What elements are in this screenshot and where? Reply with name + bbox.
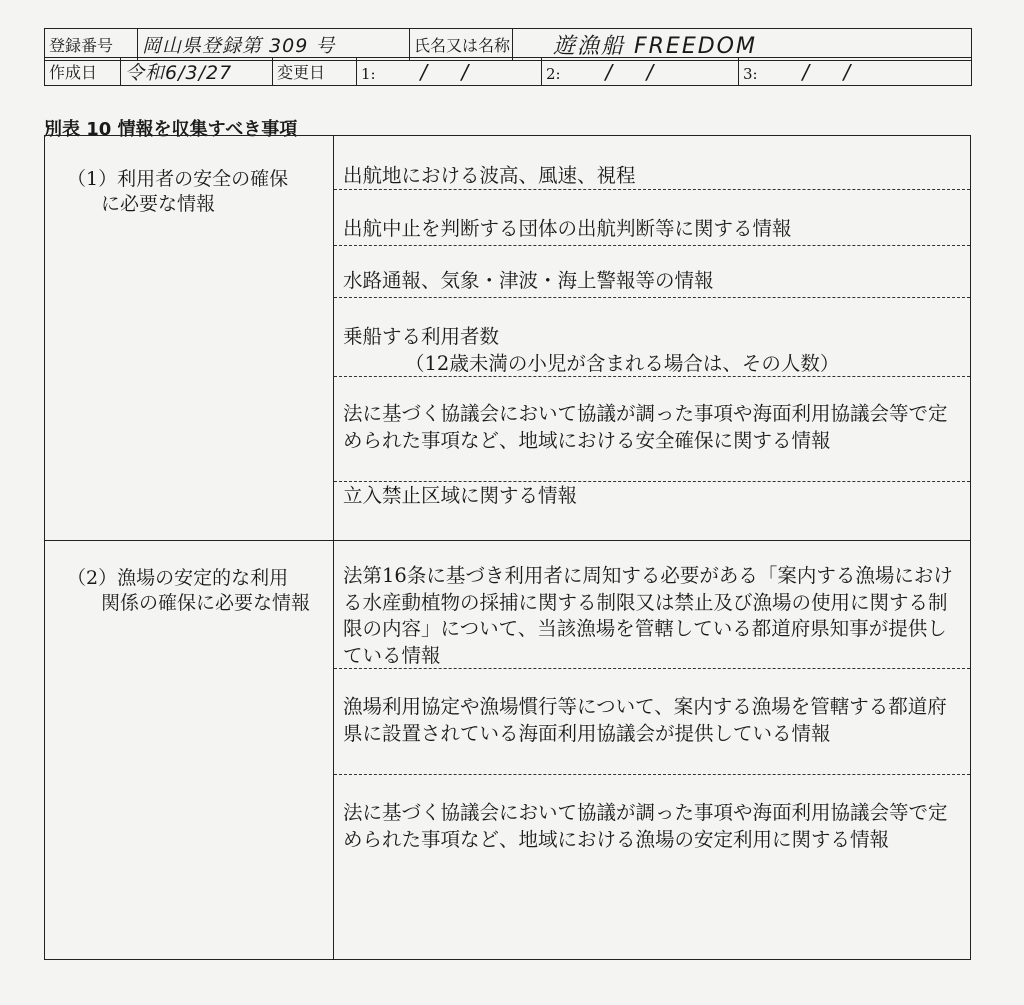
registration-table-row2 [44,57,972,86]
item-text: 水路通報、気象・津波・海上警報等の情報 [343,269,714,292]
section-1-label-line2: に必要な情報 [101,193,216,215]
section-1-label [45,136,334,540]
section-2-item-3 [334,775,970,893]
section-2-number: （2） [67,567,118,589]
page-title: 別表 10 情報を収集すべき事項 [44,119,298,140]
section-2-label-line2: 関係の確保に必要な情報 [101,592,311,614]
section-1-items [334,136,970,540]
change-3-label: 3: [743,64,758,83]
name-value: 遊漁船 FREEDOM [513,29,972,61]
changed-label: 変更日 [273,58,357,86]
section-1-item-2 [334,190,970,246]
item-text: 乗船する利用者数 [343,325,500,348]
reg-no-label: 登録番号 [45,29,138,61]
item-text: 法第16条に基づき利用者に周知する必要がある「案内する漁場における水産動植物の採捕に関する制限又は禁止及び漁場の使用に関する制限の内容」について、当該漁場を管轄している都道府県知事が提供している情報 [343,564,953,667]
name-label: 氏名又は名称 [410,29,513,61]
item-text: 出航地における波高、風速、視程 [343,164,636,187]
section-1-item-6 [334,482,970,540]
registration-row-2 [45,58,972,86]
change-1-date: / / [420,59,483,84]
change-1-label: 1: [361,64,376,83]
section-1-item-5 [334,377,970,482]
section-2-label-line1: 漁場の安定的な利用 [117,567,289,589]
item-text: 出航中止を判断する団体の出航判断等に関する情報 [343,217,792,240]
registration-row-1 [45,29,972,61]
created-value: 令和6/3/27 [121,58,273,86]
section-1-item-4 [334,298,970,377]
info-table [44,135,971,960]
item-text: 漁場利用協定や漁場慣行等について、案内する漁場を管轄する都道府県に設置されている海面利用協議会が提供している情報 [343,695,947,745]
section-2 [45,540,970,959]
item-subtext: （12歳未満の小児が含まれる場合は、その人数） [405,351,840,375]
section-1-label-line1: 利用者の安全の確保 [117,168,289,190]
section-2-item-1 [334,540,970,669]
change-2-date: / / [605,59,668,84]
item-text: 法に基づく協議会において協議が調った事項や海面利用協議会等で定められた事項など、地域における漁場の安定利用に関する情報 [343,801,948,851]
section-1-item-3 [334,246,970,298]
section-2-items [334,540,970,959]
section-2-label [45,540,334,959]
created-label: 作成日 [45,58,121,86]
change-3-date: / / [802,59,865,84]
reg-no-value: 岡山県登録第 309 号 [138,29,410,61]
section-2-item-2 [334,669,970,775]
section-1 [45,136,970,541]
change-2-label: 2: [546,64,561,83]
change-1 [357,58,542,86]
change-2 [542,58,739,86]
item-text: 立入禁止区域に関する情報 [343,484,578,507]
section-1-item-1 [334,136,970,190]
item-text: 法に基づく協議会において協議が調った事項や海面利用協議会等で定められた事項など、地域における安全確保に関する情報 [343,402,948,452]
change-3 [739,58,972,86]
section-1-number: （1） [67,168,118,190]
